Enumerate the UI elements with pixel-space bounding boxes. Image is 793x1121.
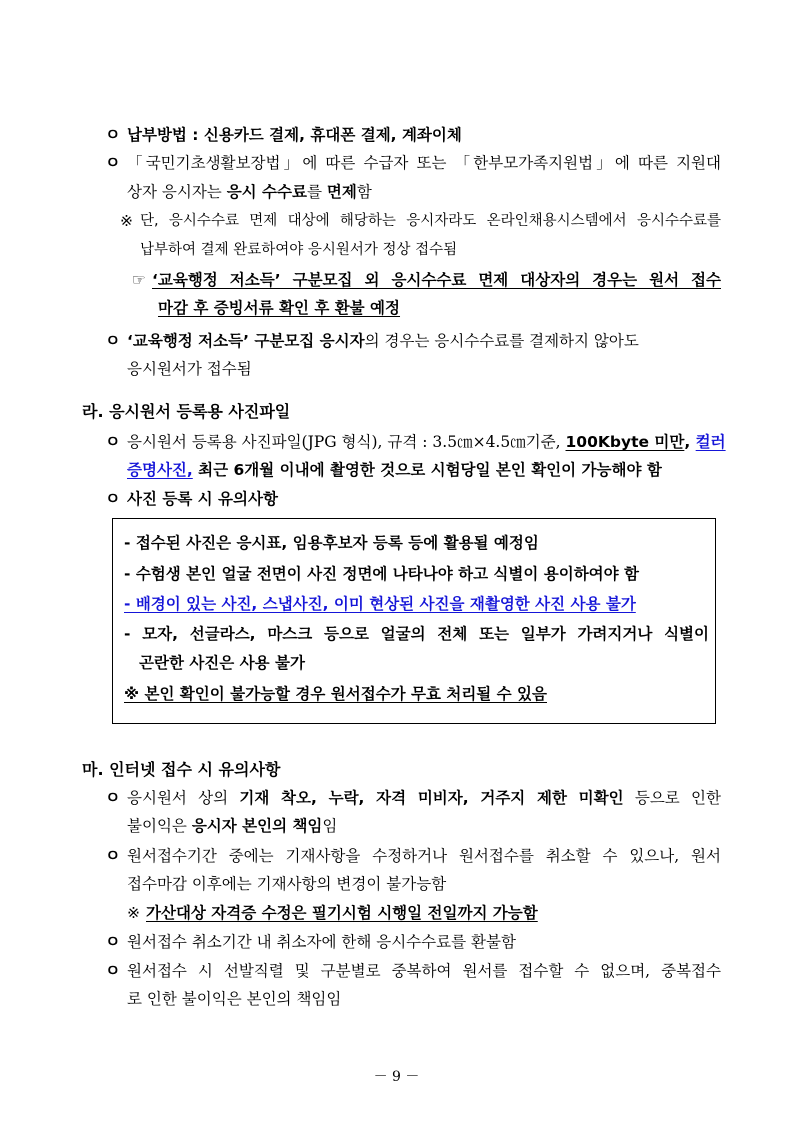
box-line-6: ※ 본인 확인이 불가능할 경우 원서접수가 무효 처리될 수 있음 bbox=[124, 685, 547, 703]
bullet-icon: ㅇ bbox=[105, 788, 121, 807]
internet-item-1-line-2: 불이익은 응시자 본인의 책임임 bbox=[127, 817, 338, 835]
photo-spec-line-1: 응시원서 등록용 사진파일(JPG 형식), 규격 : 3.5㎝×4.5㎝기준, 100Kbyte 미만, 컬러 bbox=[127, 433, 726, 451]
refund-note-line-1: ‘교육행정 저소득’ 구분모집 외 응시수수료 면제 대상자의 경우는 원서 접수 bbox=[152, 271, 721, 289]
low-income-line-1: ‘교육행정 저소득’ 구분모집 응시자의 경우는 응시수수료를 결제하지 않아도 bbox=[127, 332, 639, 350]
note-icon: ※ bbox=[127, 904, 140, 922]
bullet-icon: ㅇ bbox=[105, 331, 121, 350]
bullet-icon: ㅇ bbox=[105, 961, 121, 980]
exemption-note-line-2: 납부하여 결제 완료하여야 응시원서가 정상 접수됨 bbox=[140, 242, 458, 258]
internet-item-2-note: 가산대상 자격증 수정은 필기시험 시행일 전일까지 가능함 bbox=[146, 904, 538, 922]
internet-item-3: 원서접수 취소기간 내 취소자에 한해 응시수수료를 환불함 bbox=[127, 933, 516, 951]
page-number: － 9 － bbox=[373, 1069, 420, 1085]
pointing-hand-icon: ☞ bbox=[132, 271, 146, 289]
internet-item-4-line-2: 로 인한 불이익은 본인의 책임임 bbox=[127, 990, 342, 1008]
box-line-1: - 접수된 사진은 응시표, 임용후보자 등록 등에 활용될 예정임 bbox=[124, 534, 539, 552]
bullet-icon: ㅇ bbox=[105, 125, 121, 144]
bullet-icon: ㅇ bbox=[105, 432, 121, 451]
refund-note-line-2: 마감 후 증빙서류 확인 후 환불 예정 bbox=[158, 299, 401, 317]
internet-item-1-line-1: 응시원서 상의 기재 착오, 누락, 자격 미비자, 거주지 제한 미확인 등으로 인한 bbox=[127, 789, 721, 807]
box-line-3: - 배경이 있는 사진, 스냅사진, 이미 현상된 사진을 재촬영한 사진 사용 불가 bbox=[124, 595, 636, 613]
note-icon: ※ bbox=[120, 212, 133, 230]
bullet-icon: ㅇ bbox=[105, 153, 121, 172]
photo-spec-line-2: 증명사진, 최근 6개월 이내에 촬영한 것으로 시험당일 본인 확인이 가능해야 함 bbox=[127, 461, 662, 479]
bullet-icon: ㅇ bbox=[105, 489, 121, 508]
box-line-4: - 모자, 선글라스, 마스크 등으로 얼굴의 전체 또는 일부가 가려지거나 식별이 bbox=[124, 625, 709, 643]
exemption-note-line-1: 단, 응시수수료 면제 대상에 해당하는 응시자라도 온라인채용시스템에서 응시수수료를 bbox=[140, 213, 721, 229]
box-line-5: 곤란한 사진은 사용 불가 bbox=[139, 654, 305, 672]
exemption-line-2: 상자 응시자는 응시 수수료를 면제함 bbox=[127, 183, 372, 201]
section-heading-photo: 라. 응시원서 등록용 사진파일 bbox=[82, 402, 291, 421]
payment-method-text: 납부방법 : 신용카드 결제, 휴대폰 결제, 계좌이체 bbox=[127, 126, 462, 144]
photo-caution-title: 사진 등록 시 유의사항 bbox=[127, 490, 278, 508]
bullet-icon: ㅇ bbox=[105, 846, 121, 865]
internet-item-2-line-1: 원서접수기간 중에는 기재사항을 수정하거나 원서접수를 취소할 수 있으나, 원서 bbox=[127, 847, 721, 865]
exemption-line-1: 「국민기초생활보장법」에 따른 수급자 또는 「한부모가족지원법」에 따른 지원대 bbox=[127, 154, 721, 172]
section-heading-internet: 마. 인터넷 접수 시 유의사항 bbox=[82, 760, 281, 779]
bullet-icon: ㅇ bbox=[105, 932, 121, 951]
low-income-line-2: 응시원서가 접수됨 bbox=[127, 360, 252, 378]
box-line-2: - 수험생 본인 얼굴 전면이 사진 정면에 나타나야 하고 식별이 용이하여야 함 bbox=[124, 565, 639, 583]
internet-item-4-line-1: 원서접수 시 선발직렬 및 구분별로 중복하여 원서를 접수할 수 없으며, 중복접수 bbox=[127, 962, 721, 980]
internet-item-2-line-2: 접수마감 이후에는 기재사항의 변경이 불가능함 bbox=[127, 875, 447, 893]
